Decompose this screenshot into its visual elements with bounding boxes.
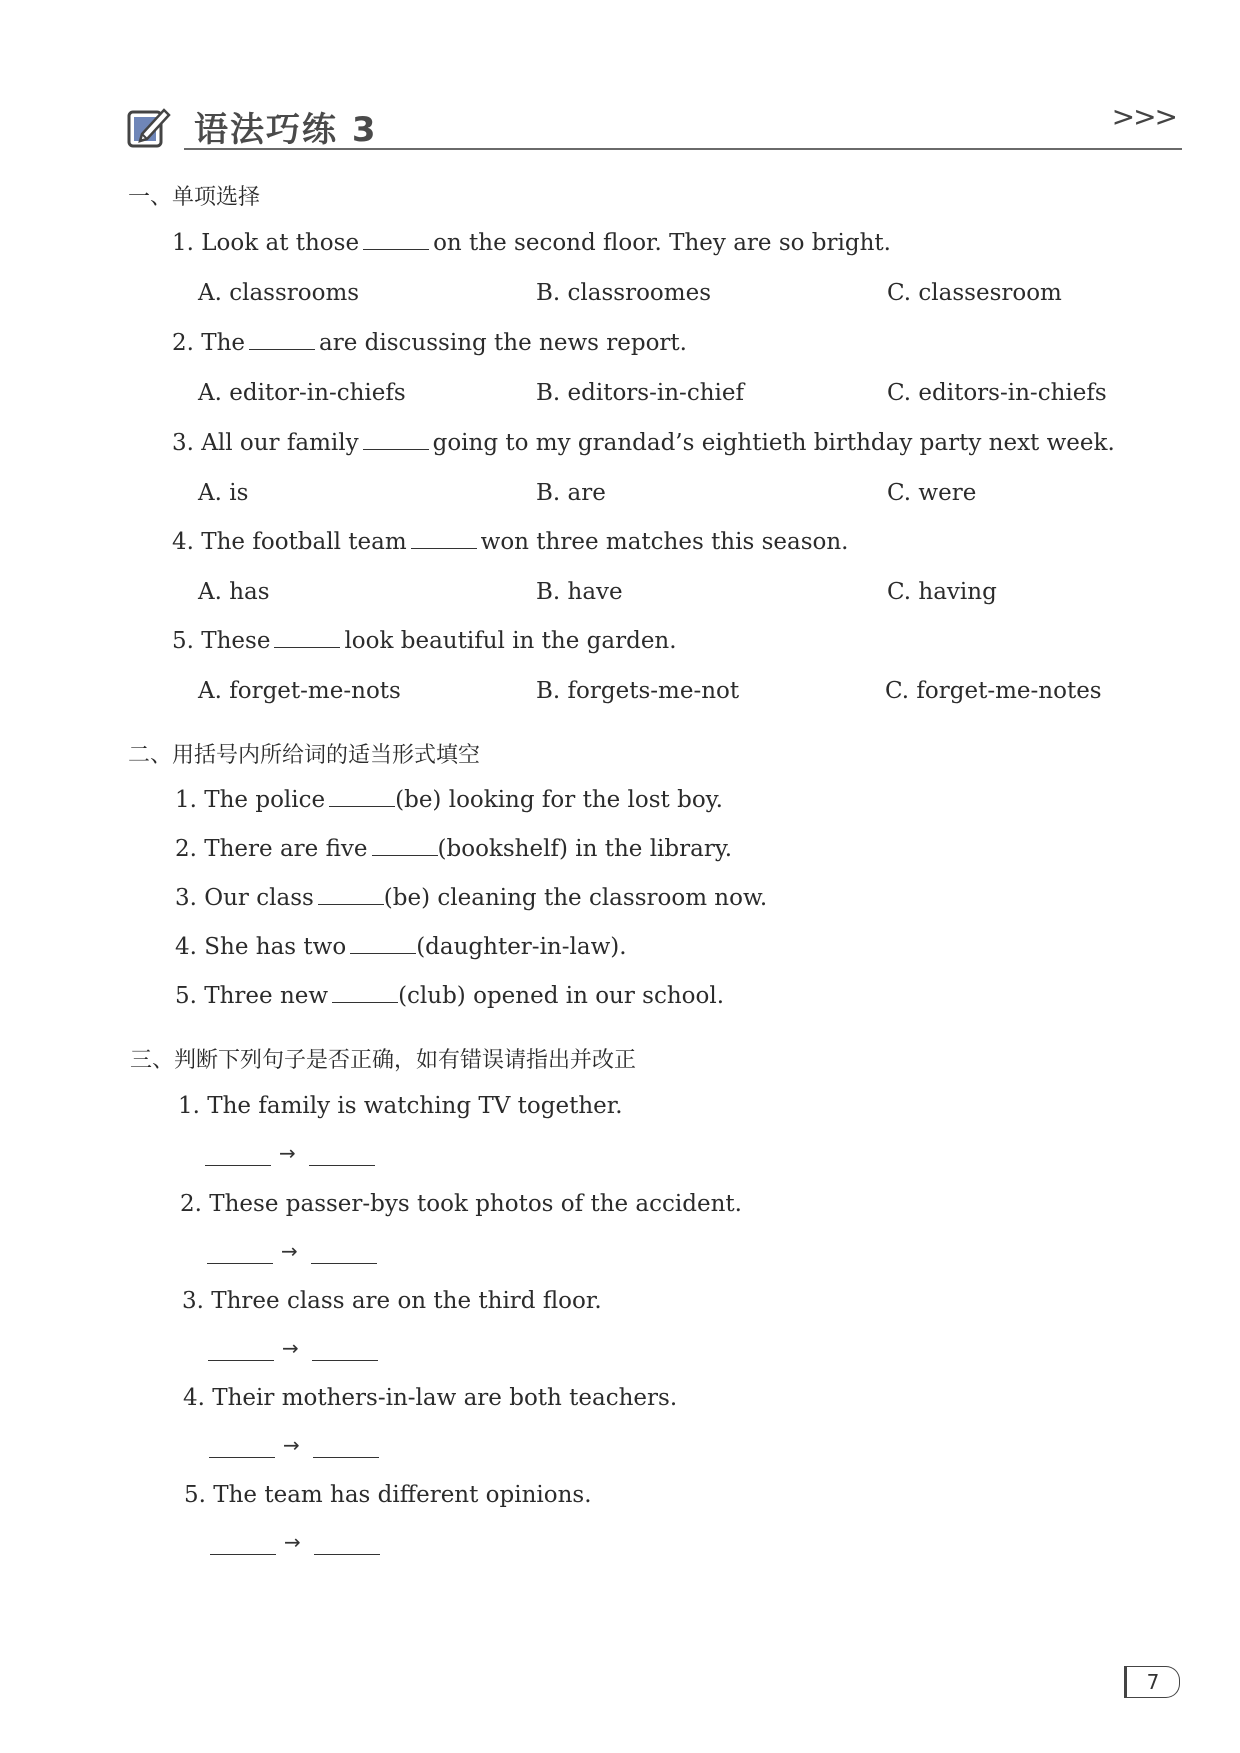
option-a[interactable]: A. is [198,480,249,506]
answer-blank[interactable] [411,530,477,549]
corrected-word-blank[interactable] [311,1263,377,1264]
section-heading-fill-in: 二、用括号内所给词的适当形式填空 [128,743,481,768]
question-number: 2. [175,836,197,862]
question-text: Three class are on the third floor. [211,1288,602,1314]
wrong-word-blank[interactable] [208,1360,274,1361]
option-b[interactable]: B. editors-in-chief [536,380,744,406]
corrected-word-blank[interactable] [312,1360,378,1361]
question-text: There are five [204,836,368,862]
answer-blank[interactable] [274,629,340,648]
question-text: going to my grandad’s eightieth birthday party next week. [432,430,1115,456]
question-1 [172,230,891,256]
option-a[interactable]: A. has [198,579,270,605]
question-number: 5. [172,628,194,654]
question-text: Three new [204,983,329,1009]
option-c[interactable]: C. having [887,579,997,605]
question-5 [175,983,724,1009]
question-text: The football team [201,529,407,555]
question-number: 3. [182,1288,204,1314]
question-number: 1. [172,230,194,256]
question-number: 5. [175,983,197,1009]
option-a[interactable]: A. editor-in-chiefs [198,380,406,406]
question-text: The police [204,787,326,813]
question-number: 1. [178,1093,200,1119]
pencil-notebook-icon [126,104,172,150]
wrong-word-blank[interactable] [207,1263,273,1264]
question-1 [175,787,723,813]
arrow-right-icon: → [279,1141,296,1165]
question-text: These [201,628,271,654]
question-2 [180,1191,742,1217]
question-text: All our family [201,430,359,456]
question-3 [175,885,767,911]
question-text: won three matches this season. [480,529,849,555]
question-number: 5. [184,1482,206,1508]
option-b[interactable]: B. are [536,480,606,506]
answer-blank[interactable] [363,431,429,450]
question-4 [175,934,627,960]
question-5 [172,628,677,654]
correction-row [209,1433,389,1463]
question-text: (club) opened in our school. [398,983,725,1009]
question-text: look beautiful in the garden. [344,628,677,654]
arrow-right-icon: → [283,1433,300,1457]
wrong-word-blank[interactable] [205,1165,271,1166]
section-heading-multiple-choice: 一、单项选择 [128,185,261,210]
header-divider [184,148,1182,150]
option-c[interactable]: C. classesroom [887,280,1062,306]
page-number: 7 [1124,1666,1180,1698]
arrow-right-icon: → [282,1336,299,1360]
question-4 [172,529,849,555]
question-text: are discussing the news report. [319,330,687,356]
question-text: (be) looking for the lost boy. [395,787,723,813]
option-a[interactable]: A. classrooms [198,280,360,306]
option-b[interactable]: B. classroomes [536,280,711,306]
question-number: 4. [172,529,194,555]
page-title: 语法巧练 3 [194,110,378,150]
option-a[interactable]: A. forget-me-nots [198,678,401,704]
question-number: 3. [175,885,197,911]
wrong-word-blank[interactable] [209,1457,275,1458]
question-number: 2. [180,1191,202,1217]
question-3 [172,430,1115,456]
chevron-right-icon: >>> [1111,100,1176,133]
correction-row [210,1530,390,1560]
question-number: 4. [175,934,197,960]
question-text: The [201,330,246,356]
question-text: These passer-bys took photos of the accident. [209,1191,742,1217]
wrong-word-blank[interactable] [210,1554,276,1555]
question-2 [175,836,732,862]
arrow-right-icon: → [281,1239,298,1263]
question-text: (be) cleaning the classroom now. [383,885,768,911]
section-heading-correction: 三、判断下列句子是否正确，如有错误请指出并改正 [130,1048,637,1073]
answer-blank[interactable] [249,331,315,350]
question-2 [172,330,687,356]
question-text: The family is watching TV together. [207,1093,623,1119]
option-b[interactable]: B. have [536,579,623,605]
question-text: She has two [204,934,347,960]
answer-blank[interactable] [372,837,438,856]
answer-blank[interactable] [350,935,416,954]
corrected-word-blank[interactable] [314,1554,380,1555]
question-number: 2. [172,330,194,356]
question-text: (daughter-in-law). [416,934,627,960]
question-5 [184,1482,592,1508]
option-c[interactable]: C. editors-in-chiefs [887,380,1107,406]
question-number: 1. [175,787,197,813]
correction-row [205,1141,385,1171]
page-header [124,96,1182,152]
arrow-right-icon: → [284,1530,301,1554]
option-b[interactable]: B. forgets-me-not [536,678,740,704]
answer-blank[interactable] [318,886,384,905]
answer-blank[interactable] [332,984,398,1003]
question-text: (bookshelf) in the library. [437,836,733,862]
corrected-word-blank[interactable] [313,1457,379,1458]
question-3 [182,1288,602,1314]
question-text: Our class [204,885,314,911]
correction-row [208,1336,388,1366]
question-4 [183,1385,677,1411]
corrected-word-blank[interactable] [309,1165,375,1166]
question-1 [178,1093,623,1119]
option-c[interactable]: C. forget-me-notes [885,678,1102,704]
question-text: on the second floor. They are so bright. [433,230,891,256]
question-number: 3. [172,430,194,456]
answer-blank[interactable] [363,231,429,250]
question-number: 4. [183,1385,205,1411]
question-text: The team has different opinions. [213,1482,592,1508]
question-text: Their mothers-in-law are both teachers. [212,1385,678,1411]
answer-blank[interactable] [329,788,395,807]
option-c[interactable]: C. were [887,480,977,506]
question-text: Look at those [201,230,360,256]
correction-row [207,1239,387,1269]
